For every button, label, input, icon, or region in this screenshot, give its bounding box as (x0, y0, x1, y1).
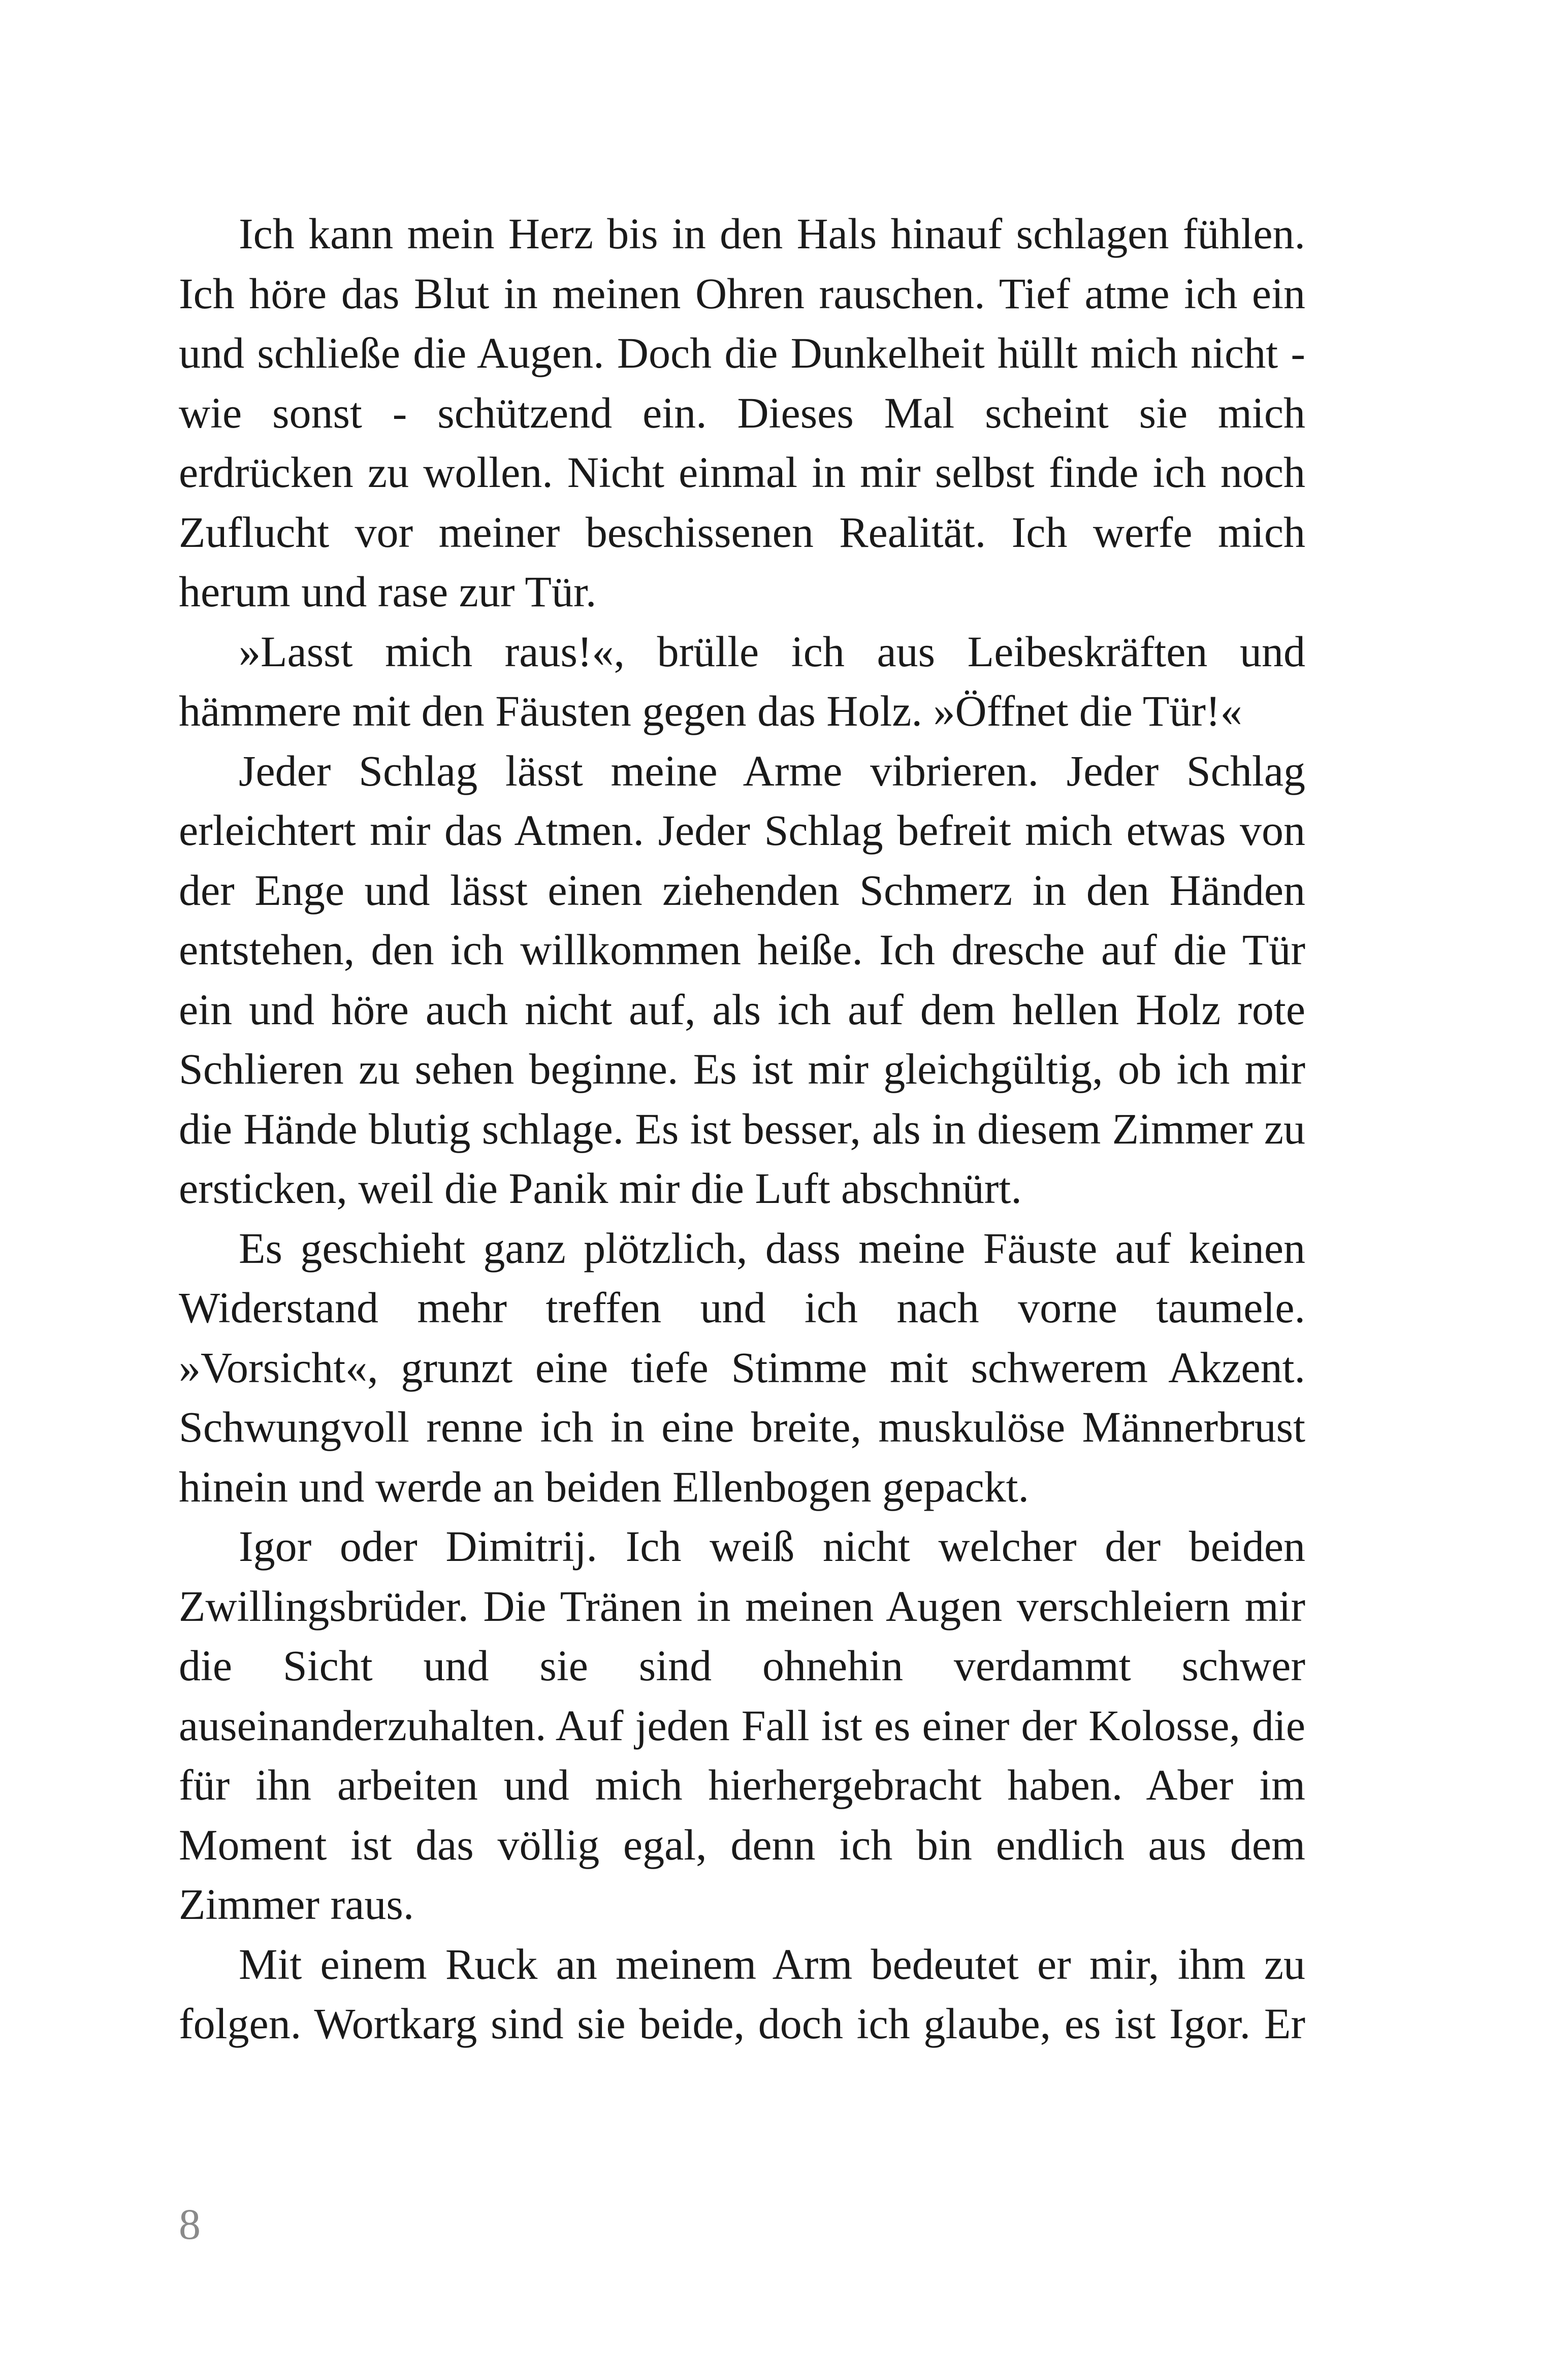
paragraph: Ich kann mein Herz bis in den Hals hinauf schlagen fühlen. Ich höre das Blut in meinen Ohren rauschen. Tief atme ich ein und schließe die Augen. Doch die Dunkelheit hüllt mich nicht - wie sonst - schützend ein. Dieses Mal scheint sie mich erdrücken zu wollen. Nicht einmal in mir selbst finde ich noch Zuflucht vor meiner beschissenen Realität. Ich werfe mich herum und rase zur Tür. (179, 209, 1305, 616)
body-text (179, 204, 1305, 2054)
paragraph: Jeder Schlag lässt meine Arme vibrieren. Jeder Schlag erleichtert mir das Atmen. Jeder Schlag befreit mich etwas von der Enge und lässt einen ziehenden Schmerz in den Händen entstehen, den ich willkommen heiße. Ich dresche auf die Tür ein und höre auch nicht auf, als ich auf dem hellen Holz rote Schlieren zu sehen beginne. Es ist mir gleichgültig, ob ich mir die Hände blutig schlage. Es ist besser, als in diesem Zimmer zu ersticken, weil die Panik mir die Luft abschnürt. (179, 746, 1305, 1213)
paragraph: Mit einem Ruck an meinem Arm bedeutet er mir, ihm zu folgen. Wortkarg sind sie beide, doch ich glaube, es ist Igor. Er (179, 1939, 1305, 2048)
paragraph: Igor oder Dimitrij. Ich weiß nicht welcher der beiden Zwillingsbrüder. Die Tränen in meinen Augen verschleiern mir die Sicht und sie sind ohnehin verdammt schwer auseinanderzuhalten. Auf jeden Fall ist es einer der Kolosse, die für ihn arbeiten und mich hierhergebracht haben. Aber im Moment ist das völlig egal, denn ich bin endlich aus dem Zimmer raus. (179, 1522, 1305, 1929)
paragraph: Es geschieht ganz plötzlich, dass meine Fäuste auf keinen Widerstand mehr treffen und ich nach vorne taumele. »Vorsicht«, grunzt eine tiefe Stimme mit schwerem Akzent. Schwungvoll renne ich in eine breite, muskulöse Männerbrust hinein und werde an beiden Ellenbogen gepackt. (179, 1223, 1305, 1511)
page-number: 8 (179, 2200, 201, 2248)
paragraph: »Lasst mich raus!«, brülle ich aus Leibeskräften und hämmere mit den Fäusten gegen das Holz. »Öffnet die Tür!« (179, 627, 1305, 735)
